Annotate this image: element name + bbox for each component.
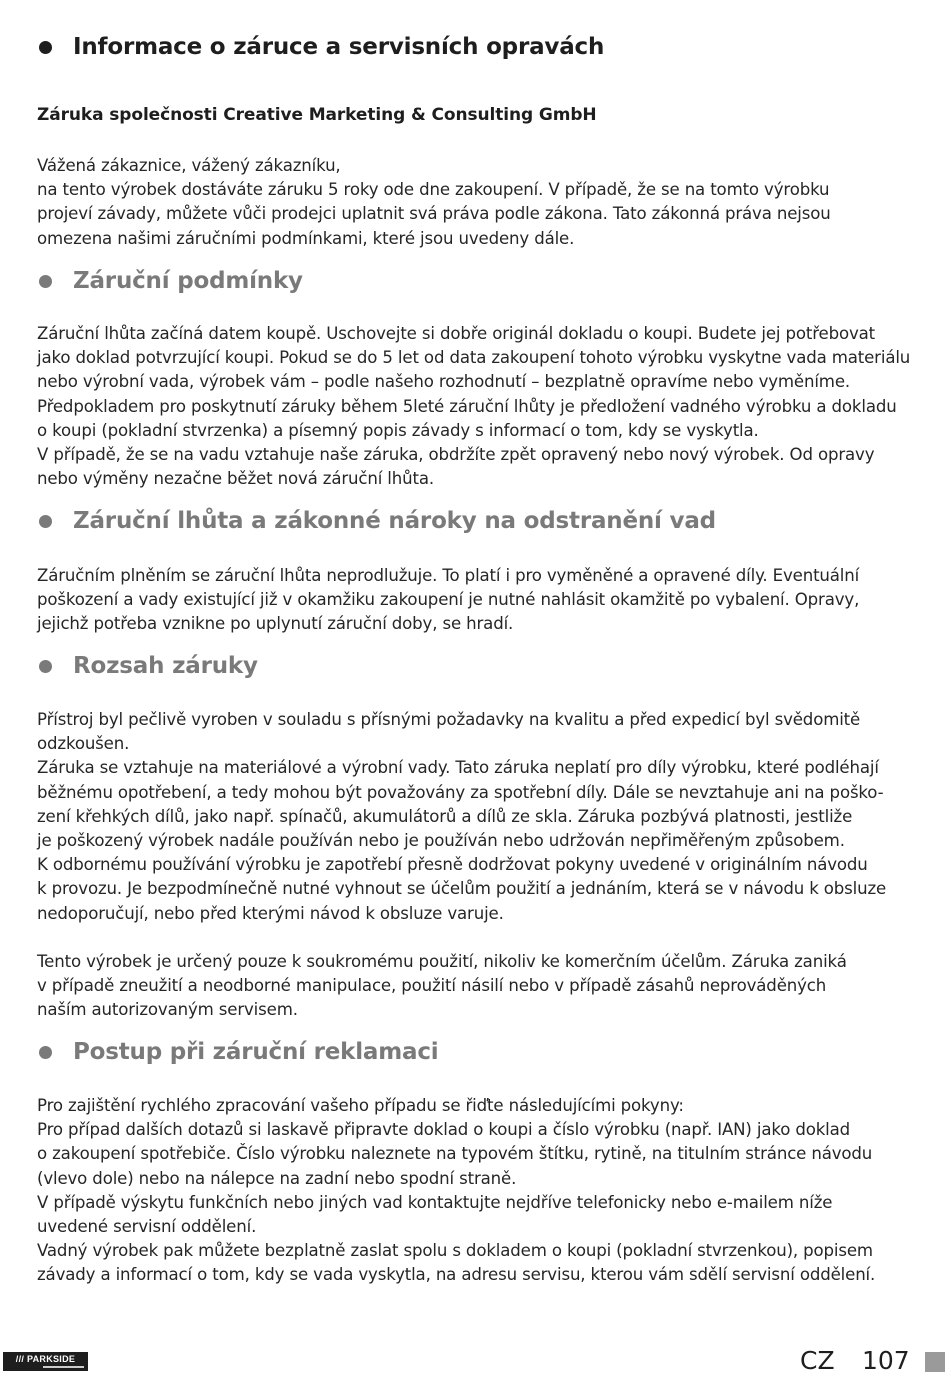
page-number: 107 [862, 1346, 910, 1375]
main-heading [37, 34, 604, 60]
text-line: Pro zajištění rychlého zpracování vašeho případu se řiďte následujícími pokyny: [37, 1096, 684, 1115]
text-line: naším autorizovaným servisem. [37, 1000, 298, 1020]
text-line: Záruční lhůta začíná datem koupě. Uschovejte si dobře originál dokladu o koupi. Budete jej potřebovat [37, 324, 876, 343]
text-line: Přístroj byl pečlivě vyroben v souladu s přísnými požadavky na kvalitu a před expedicí byl svědomitě [37, 710, 861, 729]
text-line: Předpokladem pro poskytnutí záruky během 5leté záruční lhůty je předložení vadného výrobku a dokladu [37, 396, 897, 416]
text-line: K odbornému používání výrobku je zapotřebí přesně dodržovat pokyny uvedené v originálním návodu [37, 855, 868, 875]
claim-procedure-paragraph [37, 1094, 917, 1288]
section-heading-claim-procedure [37, 1039, 438, 1065]
text-line: o koupi (pokladní stvrzenka) a písemný popis závady s informací o tom, kdy se vyskytla. [37, 420, 759, 440]
text-line: Pro případ dalších dotazů si laskavě připravte doklad o koupi a číslo výrobku (např. IAN) jako doklad [37, 1120, 851, 1140]
section-heading-text: Postup při záruční reklamaci [73, 1039, 439, 1065]
page-marker-square [925, 1352, 945, 1372]
text-line: nedoporučují, nebo před kterými návod k obsluze varuje. [37, 903, 504, 923]
warranty-scope-paragraph [37, 708, 917, 926]
text-line: jako doklad potvrzující koupi. Pokud se do 5 let od data zakoupení tohoto výrobku vyskytne vada materiálu [37, 348, 911, 368]
text-line: Vážená zákaznice, vážený zákazníku, [37, 156, 341, 175]
text-line: omezena našimi záručními podmínkami, které jsou uvedeny dále. [37, 228, 575, 248]
section-heading-text: Záruční lhůta a zákonné nároky na odstranění vad [73, 508, 716, 534]
parkside-logo [3, 1352, 88, 1371]
language-code: CZ [800, 1346, 835, 1375]
text-line: zení křehkých dílů, jako např. spínačů, akumulátorů a dílů ze skla. Záruka pozbývá platnosti, jestliže [37, 806, 853, 826]
parkside-logo-text: /// PARKSIDE [15, 1354, 76, 1364]
text-line: Záruka se vztahuje na materiálové a výrobní vady. Tato záruka neplatí pro díly výrobku, které podléhají [37, 758, 879, 778]
bullet-icon [39, 515, 52, 528]
bullet-icon [39, 1046, 52, 1059]
text-line: k provozu. Je bezpodmínečně nutné vyhnout se účelům použití a jednáním, která se v návodu k obsluze [37, 879, 887, 899]
warranty-scope-paragraph-2 [37, 950, 917, 1023]
text-line: (vlevo dole) nebo na nálepce na zadní nebo spodní straně. [37, 1168, 517, 1188]
logo-strip [43, 1366, 84, 1368]
text-line: na tento výrobek dostáváte záruku 5 roky ode dne zakoupení. V případě, že se na tomto výrobku [37, 180, 830, 200]
text-line: V případě, že se na vadu vztahuje naše záruka, obdržíte zpět opravený nebo nový výrobek. Od opravy [37, 445, 875, 465]
text-line: nebo výrobní vada, výrobek vám – podle našeho rozhodnutí – bezplatně opravíme nebo vyměníme. [37, 372, 851, 392]
section-heading-text: Rozsah záruky [73, 653, 258, 679]
section-heading-warranty-scope [37, 653, 258, 679]
text-line: projeví závady, můžete vůči prodejci uplatnit svá práva podle zákona. Tato zákonná práva nejsou [37, 204, 831, 224]
warranty-period-paragraph [37, 564, 917, 637]
warranty-conditions-paragraph [37, 322, 917, 491]
section-heading-text: Záruční podmínky [73, 268, 303, 294]
text-line: jejichž potřeba vznikne po uplynutí záruční doby, se hradí. [37, 614, 514, 634]
text-line: Záručním plněním se záruční lhůta neprodlužuje. To platí i pro vyměněné a opravené díly. Eventuální [37, 566, 860, 585]
bullet-icon [39, 275, 52, 288]
text-line: V případě výskytu funkčních nebo jiných vad kontaktujte nejdříve telefonicky nebo e-mailem níže [37, 1192, 833, 1212]
text-line: o zakoupení spotřebiče. Číslo výrobku naleznete na typovém štítku, rytině, na titulním stránce návodu [37, 1144, 873, 1164]
text-line: odzkoušen. [37, 734, 130, 754]
bullet-icon [39, 41, 52, 54]
warranty-subtitle: Záruka společnosti Creative Marketing & Consulting GmbH [37, 105, 597, 125]
text-line: je poškozený výrobek nadále používán nebo je používán nebo udržován nepřiměřeným způsobem. [37, 831, 845, 851]
section-heading-warranty-period [37, 508, 716, 534]
text-line: poškození a vady existující již v okamžiku zakoupení je nutné nahlásit okamžitě po vybalení. Opravy, [37, 590, 860, 610]
text-line: nebo výměny nezačne běžet nová záruční lhůta. [37, 469, 435, 489]
text-line: uvedené servisní oddělení. [37, 1217, 257, 1237]
main-heading-text: Informace o záruce a servisních opravách [73, 34, 605, 60]
text-line: Vadný výrobek pak můžete bezplatně zaslat spolu s dokladem o koupi (pokladní stvrzenkou), popisem [37, 1241, 873, 1261]
intro-paragraph [37, 154, 917, 251]
section-heading-warranty-conditions [37, 268, 303, 294]
text-line: běžnému opotřebení, a tedy mohou být považovány za spotřební díly. Dále se nevztahuje ani na poško- [37, 782, 884, 802]
text-line: závady a informací o tom, kdy se vada vyskytla, na adresu servisu, kterou vám sdělí servisní oddělení. [37, 1265, 876, 1285]
bullet-icon [39, 660, 52, 673]
text-line: v případě zneužití a neodborné manipulace, použití násilí nebo v případě zásahů neprováděných [37, 976, 827, 996]
text-line: Tento výrobek je určený pouze k soukromému použití, nikoliv ke komerčním účelům. Záruka zaniká [37, 952, 847, 971]
